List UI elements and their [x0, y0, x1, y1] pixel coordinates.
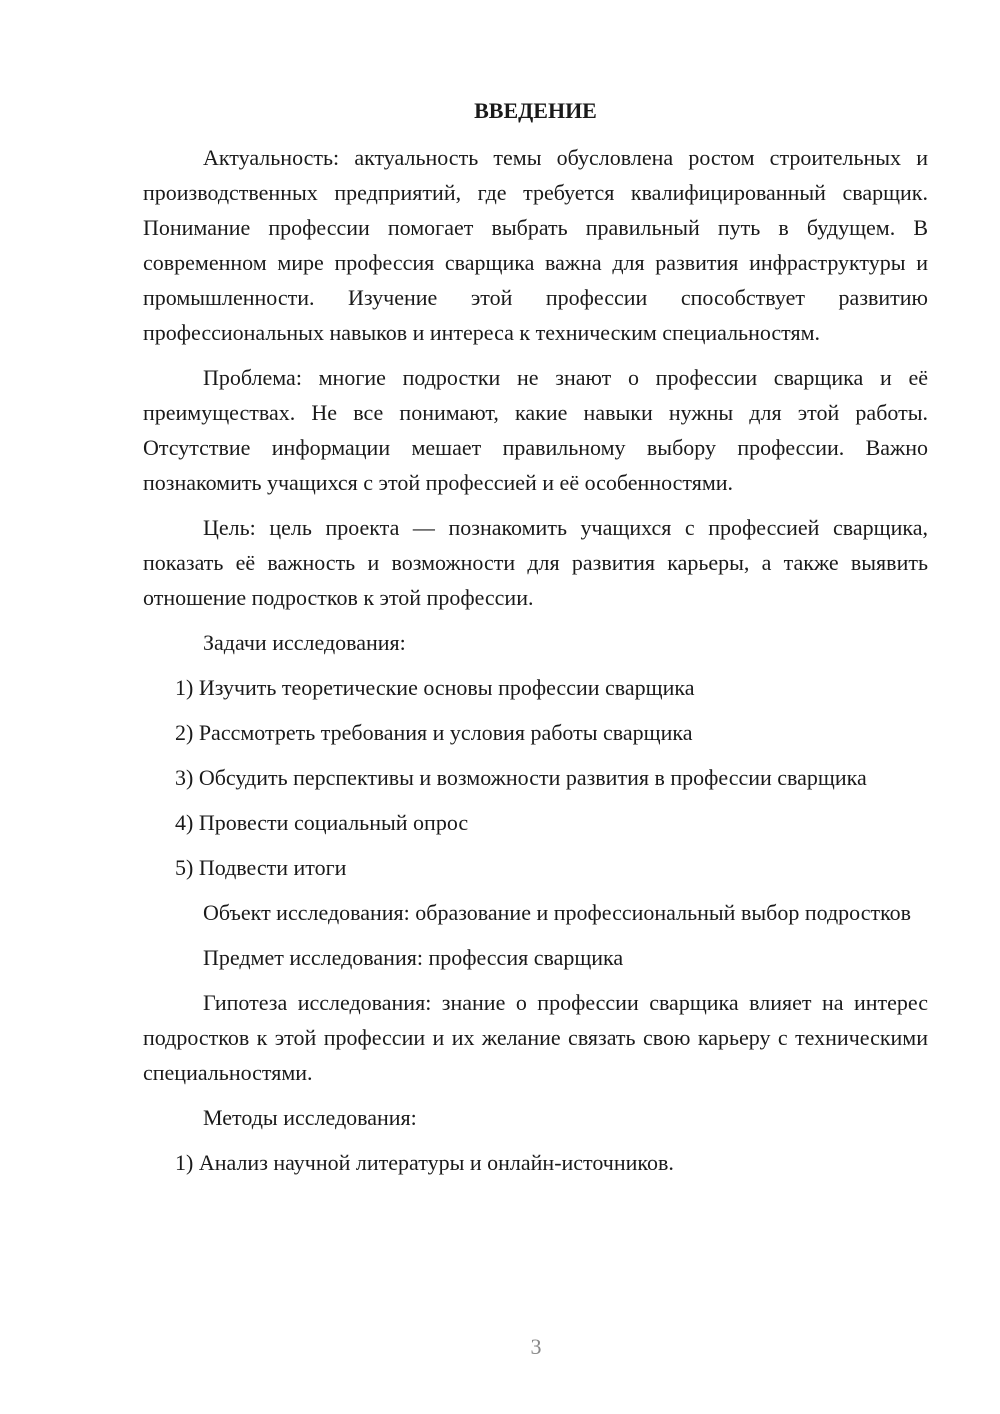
tasks-title: Задачи исследования:	[203, 630, 406, 655]
task-item: 3) Обсудить перспективы и возможности развития в профессии сварщика	[175, 765, 867, 790]
problem-paragraph: Проблема: многие подростки не знают о профессии сварщика и её преимуществах. Не все понимают, какие навыки нужны для этой работы. Отсутствие информации мешает правильному выбору профессии. Важно познакомить учащихся с этой профессией и её особенностями.	[143, 365, 928, 495]
methods-title: Методы исследования:	[203, 1105, 417, 1130]
relevance-paragraph: Актуальность: актуальность темы обусловлена ростом строительных и производственных предприятий, где требуется квалифицированный сварщик. Понимание профессии помогает выбрать правильный путь в будущем. В современном мире профессия сварщика важна для развития инфраструктуры и промышленности. Изучение этой профессии способствует развитию профессиональных навыков и интереса к техническим специальностям.	[143, 145, 928, 345]
hypothesis-paragraph: Гипотеза исследования: знание о профессии сварщика влияет на интерес подростков к этой профессии и их желание связать свою карьеру с техническими специальностями.	[143, 990, 928, 1085]
page-number: 3	[530, 1334, 542, 1359]
method-item: 1) Анализ научной литературы и онлайн-источников.	[175, 1150, 674, 1175]
section-heading: ВВЕДЕНИЕ	[474, 98, 597, 123]
subject-paragraph: Предмет исследования: профессия сварщика	[203, 945, 624, 970]
task-item: 1) Изучить теоретические основы профессии сварщика	[175, 675, 695, 700]
task-item: 4) Провести социальный опрос	[175, 810, 469, 835]
goal-paragraph: Цель: цель проекта — познакомить учащихся с профессией сварщика, показать её важность и возможности для развития карьеры, а также выявить отношение подростков к этой профессии.	[143, 515, 928, 610]
task-item: 2) Рассмотреть требования и условия работы сварщика	[175, 720, 693, 745]
object-paragraph: Объект исследования: образование и профессиональный выбор подростков	[203, 900, 912, 925]
document-page	[143, 96, 928, 1190]
task-item: 5) Подвести итоги	[175, 855, 347, 880]
